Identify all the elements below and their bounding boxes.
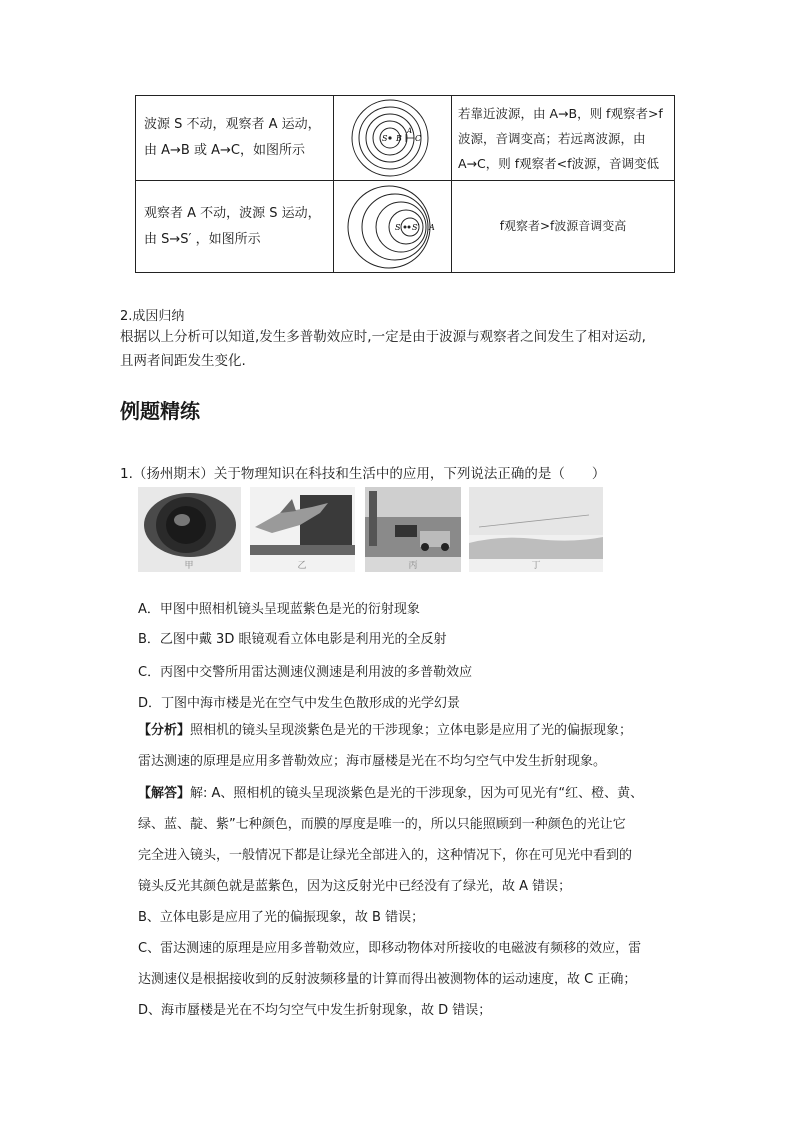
3d-movie-photo xyxy=(250,487,355,572)
option-c: C．丙图中交警所用雷达测速仪测速是利用波的多普勒效应 xyxy=(138,665,473,680)
solution-tag: 【解答】 xyxy=(138,786,191,801)
diagram-cell xyxy=(334,96,452,181)
paragraph-line: 且两者间距发生变化. xyxy=(120,353,246,369)
result-line: 若靠近波源，由 A→B，则 f观察者>f xyxy=(458,105,663,121)
diagram-label: A xyxy=(406,127,412,135)
photo-caption: 乙 xyxy=(297,561,307,571)
solution-line: D、海市蜃楼是光在不均匀空气中发生折射现象，故 D 错误； xyxy=(138,1003,492,1018)
condition-cell xyxy=(136,181,334,273)
analysis-tag: 【分析】 xyxy=(138,723,191,738)
diagram-label: C xyxy=(414,134,421,143)
examples-heading: 例题精练 xyxy=(120,399,200,423)
section-title: 2.成因归纳 xyxy=(120,309,185,324)
question-stem: 1.（扬州期末）关于物理知识在科技和生活中的应用，下列说法正确的是（ ） xyxy=(120,466,606,482)
diagram-label: S xyxy=(381,134,387,143)
diagram-label: S xyxy=(394,222,400,232)
paragraph-line: 根据以上分析可以知道,发生多普勒效应时,一定是由于波源与观察者之间发生了相对运动, xyxy=(120,329,646,345)
option-a: A．甲图中照相机镜头呈现蓝紫色是光的衍射现象 xyxy=(138,602,420,617)
condition-line: 波源 S 不动，观察者 A 运动， xyxy=(144,117,321,132)
option-b: B．乙图中戴 3D 眼镜观看立体电影是利用光的全反射 xyxy=(138,632,447,647)
diagram-label: A xyxy=(428,222,435,232)
observer-moving-diagram xyxy=(348,98,438,178)
table-row xyxy=(136,96,675,181)
result-cell xyxy=(452,96,675,181)
condition-line: 由 S→S′ ，如图所示 xyxy=(144,231,261,247)
solution-line: C、雷达测速的原理是应用多普勒效应，即移动物体对所接收的电磁波有频移的效应，雷 xyxy=(138,941,642,956)
diagram-label: S′ xyxy=(411,222,419,232)
table-row xyxy=(136,181,675,273)
condition-line: 观察者 A 不动，波源 S 运动， xyxy=(144,205,321,221)
solution-block xyxy=(138,778,683,1026)
camera-lens-photo xyxy=(138,487,241,572)
photo-caption: 丁 xyxy=(531,561,541,571)
solution-line: B、立体电影是应用了光的偏振现象，故 B 错误； xyxy=(138,910,425,925)
diagram-cell xyxy=(334,181,452,273)
solution-line: 【解答】解: A、照相机的镜头呈现淡紫色是光的干涉现象，因为可见光有“红、橙、黄、 xyxy=(138,786,644,801)
result-line: f观察者>f波源音调变高 xyxy=(499,219,627,233)
analysis-line: 雷达测速的原理是应用多普勒效应；海市蜃楼是光在不均匀空气中发生折射现象。 xyxy=(138,754,607,769)
condition-line: 由 A→B 或 A→C，如图所示 xyxy=(144,143,305,158)
mirage-photo xyxy=(469,487,603,572)
radar-speed-photo xyxy=(365,487,461,572)
doppler-table xyxy=(135,95,675,273)
solution-line: 完全进入镜头，一般情况下都是让绿光全部进入的，这种情况下，你在可见光中看到的 xyxy=(138,848,633,863)
result-line: 波源，音调变高；若远离波源，由 xyxy=(458,130,646,146)
diagram-label: B xyxy=(395,134,402,143)
source-moving-diagram xyxy=(343,184,443,270)
photo-strip xyxy=(138,487,603,572)
photo-caption: 甲 xyxy=(184,561,194,571)
section-paragraph xyxy=(120,325,680,373)
solution-line: 达测速仪是根据接收到的反射波频移量的计算而得出被测物体的运动速度，故 C 正确； xyxy=(138,972,637,987)
result-line: A→C，则 f观察者<f波源，音调变低 xyxy=(458,155,660,171)
analysis-line: 【分析】照相机的镜头呈现淡紫色是光的干涉现象；立体电影是应用了光的偏振现象； xyxy=(138,723,633,738)
analysis-block xyxy=(138,715,683,777)
solution-line: 绿、蓝、靛、紫”七种颜色，而膜的厚度是唯一的，所以只能照顾到一种颜色的光让它 xyxy=(138,817,626,832)
solution-line: 镜头反光其颜色就是蓝紫色，因为这反射光中已经没有了绿光，故 A 错误； xyxy=(138,879,572,894)
option-d: D．丁图中海市楼是光在空气中发生色散形成的光学幻景 xyxy=(138,696,461,711)
condition-cell xyxy=(136,96,334,181)
result-cell xyxy=(452,181,675,273)
photo-caption: 丙 xyxy=(408,561,418,571)
